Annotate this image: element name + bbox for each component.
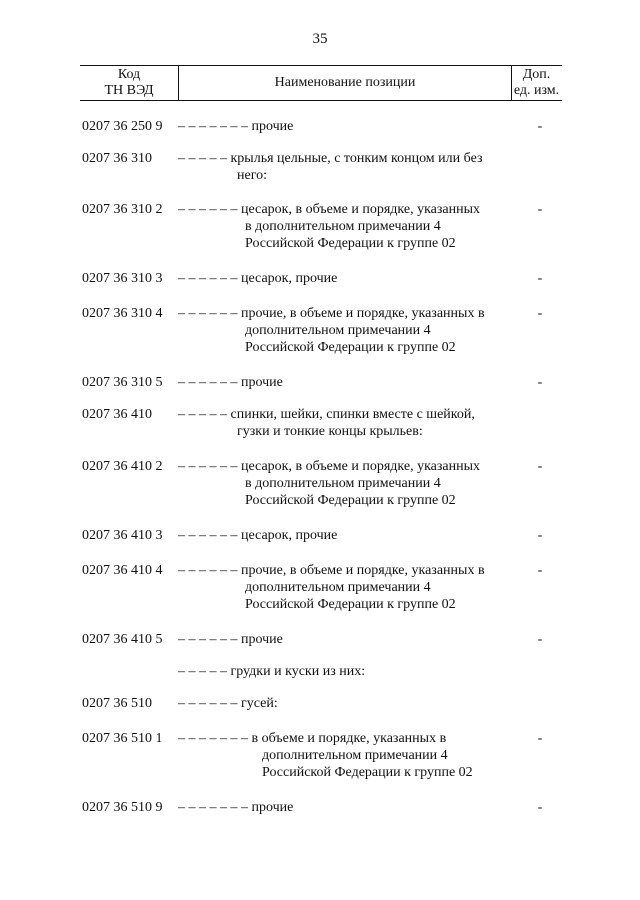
row-description-continuation: Российской Федерации к группе 02 [245,597,456,612]
row-description [178,799,478,816]
row-description-first-line [178,631,478,648]
row-code: 0207 36 310 5 [82,375,163,390]
row-code: 0207 36 310 2 [82,202,163,217]
row-code: 0207 36 410 [82,407,152,422]
row-dashes: – – – – – – [178,202,238,217]
row-description-first-line [178,695,478,712]
row-description-text: прочие [251,800,294,815]
row-description-text: грудки и куски из них: [230,664,366,679]
row-dashes: – – – – – – – [178,800,248,815]
row-description [178,458,481,509]
header-unit-line1: Доп. [522,67,551,82]
row-code: 0207 36 410 2 [82,459,163,474]
row-description-text: прочие [251,119,294,134]
row-description [178,270,478,287]
row-description-first-line [178,150,483,167]
row-dashes: – – – – – – [178,306,238,321]
row-unit: - [537,375,543,390]
row-description-continuation: дополнительном примечании 4 [245,580,431,595]
row-description-continuation: Российской Федерации к группе 02 [245,493,456,508]
row-description [178,150,483,184]
header-code-line1: Код [117,67,141,82]
row-description [178,562,485,613]
row-description [178,305,485,356]
row-unit: - [537,528,543,543]
row-description-text: прочие, в объеме и порядке, указанных в [241,306,485,321]
row-dashes: – – – – – – [178,375,238,390]
row-dashes: – – – – – – [178,528,238,543]
row-description-text: крылья цельные, с тонким концом или без [230,151,483,166]
row-dashes: – – – – – – [178,271,238,286]
row-unit: - [537,800,543,815]
row-description-first-line [178,799,478,816]
row-dashes: – – – – – [178,151,227,166]
row-code: 0207 36 410 4 [82,563,163,578]
row-code: 0207 36 410 5 [82,632,163,647]
row-description-first-line [178,305,485,322]
row-dashes: – – – – – – [178,696,238,711]
row-description-text: прочие [241,375,283,390]
row-dashes: – – – – – [178,664,227,679]
row-description-text: цесарок, прочие [241,528,338,543]
row-description [178,663,478,680]
row-description-continuation: гузки и тонкие концы крыльев: [237,424,423,439]
row-code: 0207 36 410 3 [82,528,163,543]
row-description [178,406,478,440]
row-unit: - [537,459,543,474]
row-description-first-line [178,458,481,475]
row-description-first-line [178,562,485,579]
row-description-continuation: Российской Федерации к группе 02 [262,765,473,780]
header-code-line2: ТН ВЭД [104,83,154,98]
row-code: 0207 36 310 3 [82,271,163,286]
row-description-text: цесарок, в объеме и порядке, указанных [241,459,481,474]
row-code: 0207 36 510 [82,696,152,711]
row-description [178,118,478,135]
row-description-continuation: него: [237,168,267,183]
row-code: 0207 36 310 4 [82,306,163,321]
row-description-first-line [178,730,478,747]
row-description-text: цесарок, прочие [241,271,338,286]
header-name-label: Наименование позиции [274,75,416,90]
row-description-text: цесарок, в объеме и порядке, указанных [241,202,481,217]
row-description-first-line [178,270,478,287]
row-description-first-line [178,527,478,544]
row-unit: - [537,731,543,746]
row-dashes: – – – – – – [178,459,238,474]
row-description [178,374,478,391]
row-description-text: прочие [241,632,283,647]
row-description-continuation: дополнительном примечании 4 [262,748,448,763]
row-dashes: – – – – – – – [178,119,248,134]
header-unit-line2: ед. изм. [513,83,560,98]
row-dashes: – – – – – – [178,632,238,647]
row-description-first-line [178,201,481,218]
row-description-first-line [178,374,478,391]
row-unit: - [537,306,543,321]
row-description [178,527,478,544]
row-description [178,201,481,252]
row-description [178,730,478,781]
page-number: 35 [312,31,328,47]
row-description-first-line [178,663,478,680]
row-unit: - [537,632,543,647]
row-description-continuation: Российской Федерации к группе 02 [245,236,456,251]
row-dashes: – – – – – – [178,563,238,578]
row-description-continuation: дополнительном примечании 4 [245,323,431,338]
row-description-continuation: Российской Федерации к группе 02 [245,340,456,355]
row-unit: - [537,563,543,578]
row-code: 0207 36 310 [82,151,152,166]
row-description-first-line [178,406,478,423]
row-unit: - [537,202,543,217]
row-description-text: гусей: [241,696,278,711]
row-dashes: – – – – – – – [178,731,248,746]
row-description-text: спинки, шейки, спинки вместе с шейкой, [230,407,475,422]
row-unit: - [537,119,543,134]
row-description-continuation: в дополнительном примечании 4 [245,219,441,234]
row-description-text: в объеме и порядке, указанных в [251,731,447,746]
row-description-text: прочие, в объеме и порядке, указанных в [241,563,485,578]
row-description [178,631,478,648]
row-dashes: – – – – – [178,407,227,422]
row-code: 0207 36 250 9 [82,119,163,134]
row-description-continuation: в дополнительном примечании 4 [245,476,441,491]
row-description-first-line [178,118,478,135]
row-unit: - [537,271,543,286]
row-description [178,695,478,712]
row-code: 0207 36 510 1 [82,731,163,746]
row-code: 0207 36 510 9 [82,800,163,815]
